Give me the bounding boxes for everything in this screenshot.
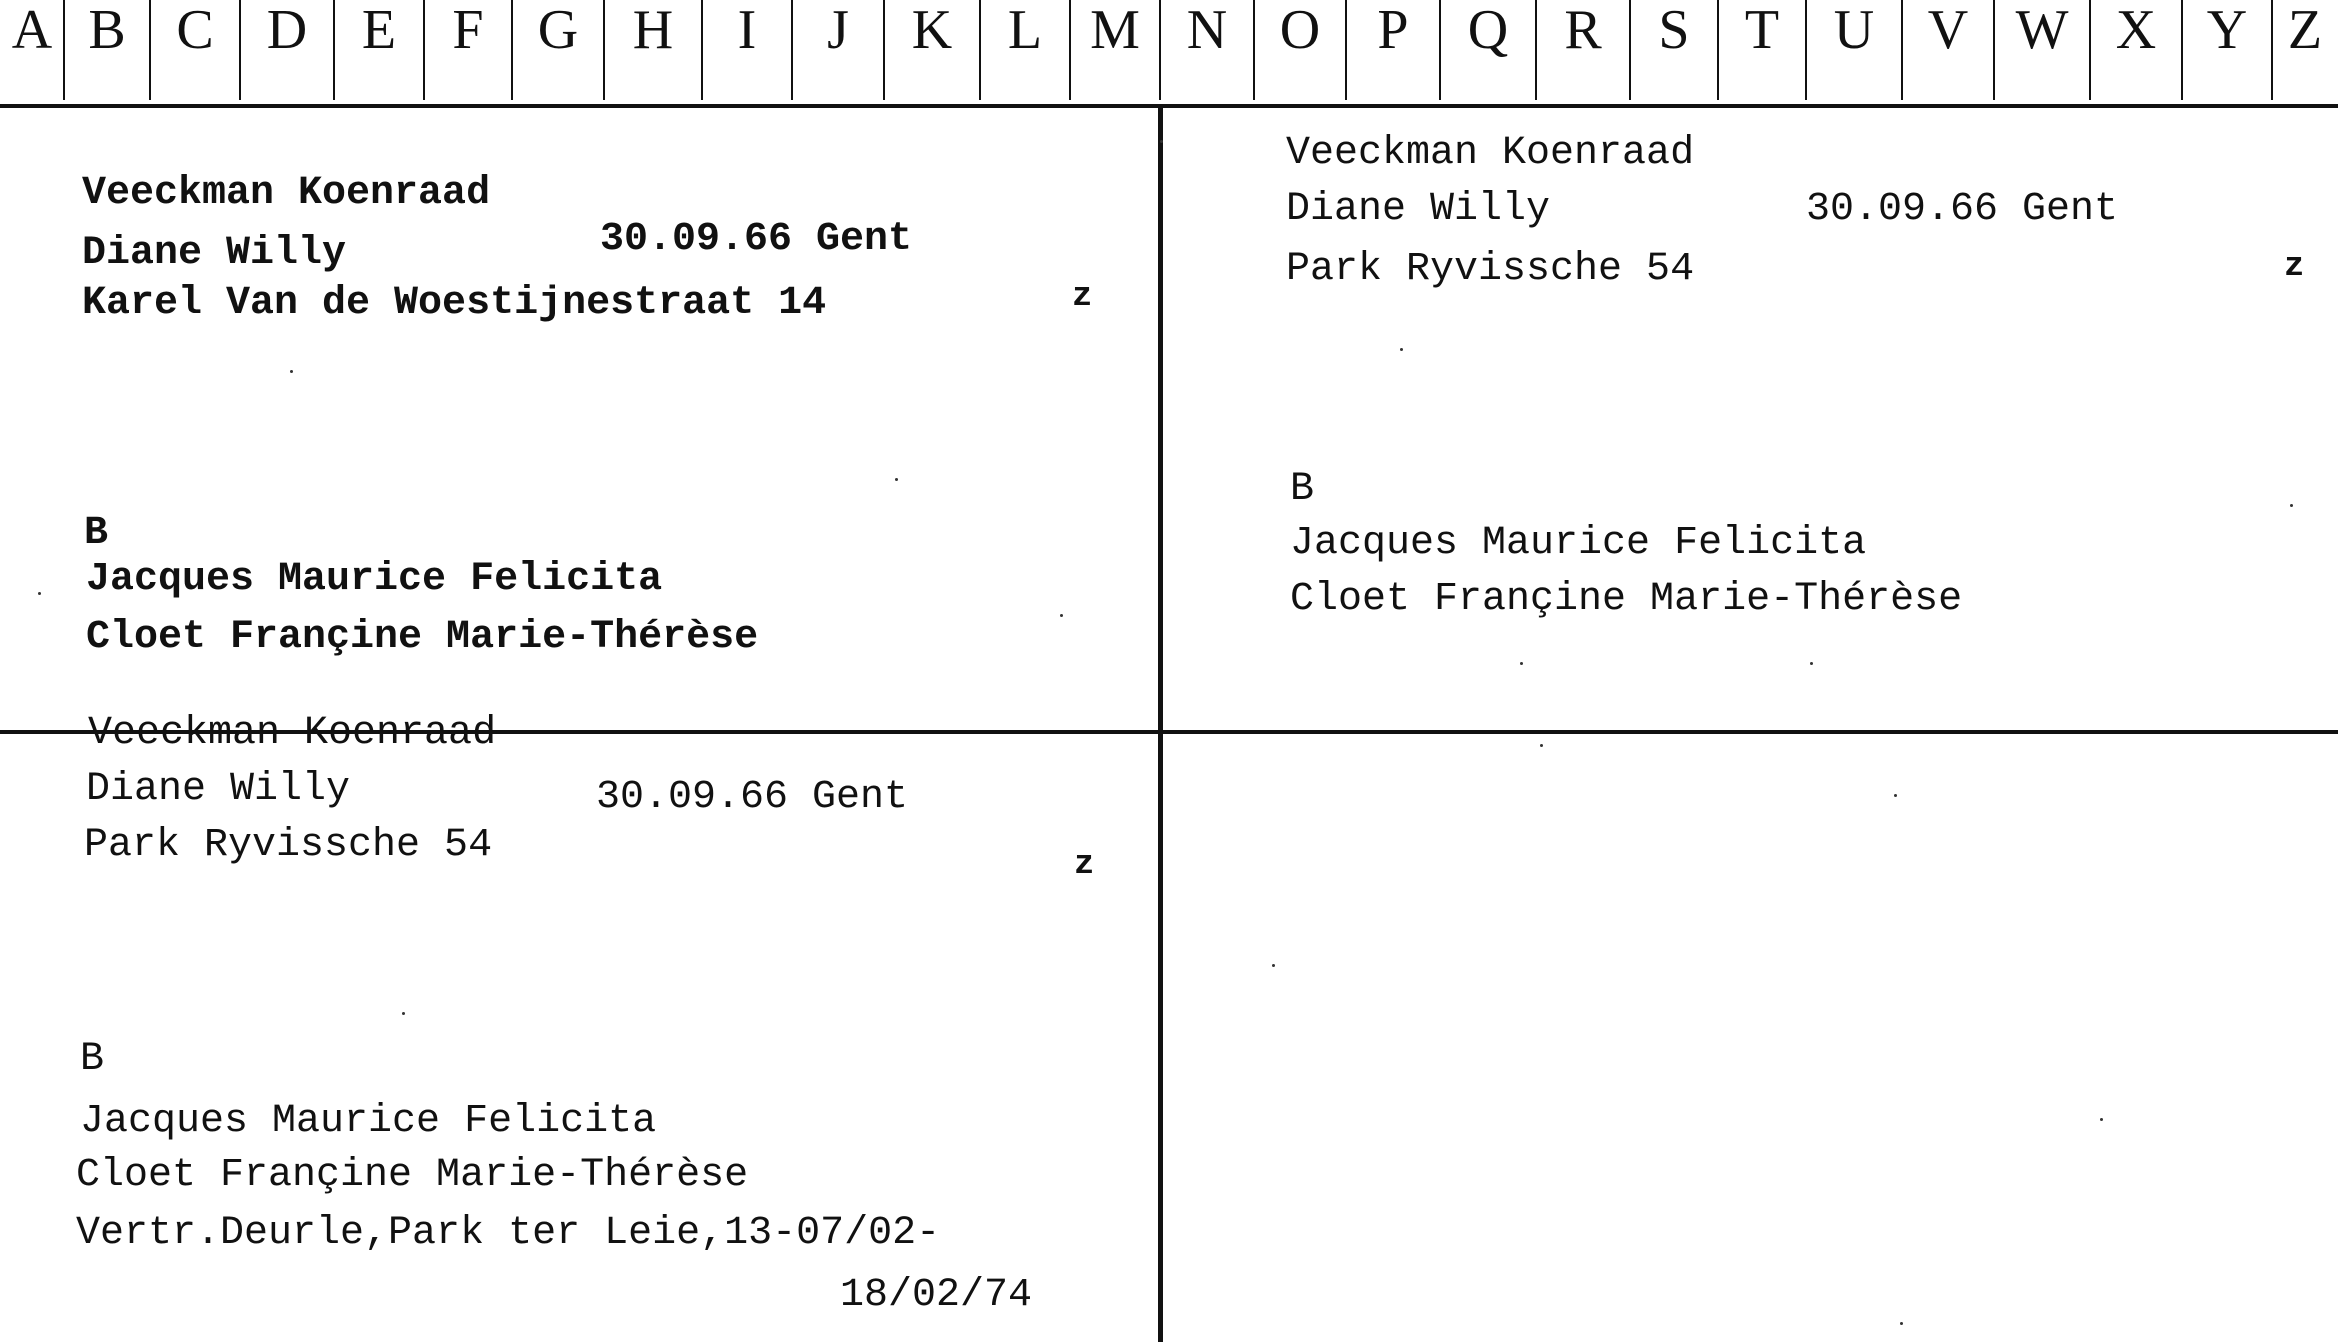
alphabet-separator (149, 0, 151, 100)
alphabet-letter: H (632, 0, 674, 61)
card-mark: z (1072, 278, 1093, 316)
card-surname: Veeckman Koenraad (1286, 131, 1695, 176)
alphabet-index-strip (0, 0, 2338, 108)
alphabet-letter: K (911, 0, 953, 61)
card-first-names: Diane Willy (86, 767, 351, 812)
card-first-names: Diane Willy (1286, 187, 1551, 232)
alphabet-letter: S (1658, 0, 1690, 61)
alphabet-separator (1717, 0, 1719, 100)
card-father: Jacques Maurice Felicita (1290, 521, 1867, 566)
alphabet-separator (603, 0, 605, 100)
card-category: B (80, 1037, 105, 1082)
alphabet-letter: M (1090, 0, 1140, 61)
alphabet-separator (423, 0, 425, 100)
alphabet-letter: Z (2287, 0, 2323, 61)
alphabet-separator (1805, 0, 1807, 100)
alphabet-separator (1345, 0, 1347, 100)
alphabet-separator (63, 0, 65, 100)
alphabet-letter: R (1564, 0, 1602, 61)
card-mark: z (2284, 248, 2305, 286)
alphabet-letter: O (1279, 0, 1321, 61)
card-mother: Cloet Françine Marie-Thérèse (86, 615, 759, 660)
alphabet-letter: F (452, 0, 484, 61)
alphabet-separator (2181, 0, 2183, 100)
alphabet-separator (1535, 0, 1537, 100)
alphabet-letter: V (1927, 0, 1969, 61)
alphabet-letter: U (1833, 0, 1875, 61)
alphabet-letter: C (176, 0, 214, 61)
card-mother: Cloet Françine Marie-Thérèse (76, 1153, 749, 1198)
alphabet-letter: Q (1467, 0, 1509, 61)
alphabet-separator (511, 0, 513, 100)
alphabet-letter: N (1186, 0, 1228, 61)
card-surname: Veeckman Koenraad (88, 711, 497, 756)
alphabet-letter: L (1007, 0, 1043, 61)
alphabet-separator (239, 0, 241, 100)
card-departure: Vertr.Deurle,Park ter Leie,13-07/02- (76, 1211, 941, 1256)
alphabet-separator (791, 0, 793, 100)
alphabet-separator (701, 0, 703, 100)
card-departure-date: 18/02/74 (840, 1273, 1033, 1318)
alphabet-letter: X (2115, 0, 2157, 61)
alphabet-letter: W (2015, 0, 2069, 61)
alphabet-letter: J (827, 0, 849, 61)
alphabet-separator (1069, 0, 1071, 100)
alphabet-letter: Y (2206, 0, 2248, 61)
alphabet-separator (1253, 0, 1255, 100)
alphabet-separator (2089, 0, 2091, 100)
card-surname: Veeckman Koenraad (82, 171, 491, 216)
card-first-names: Diane Willy (82, 231, 347, 276)
card-mark: z (1074, 846, 1095, 884)
card-birth: 30.09.66 Gent (600, 217, 913, 262)
alphabet-letter: P (1377, 0, 1409, 61)
card-category: B (84, 511, 109, 556)
card-father: Jacques Maurice Felicita (86, 557, 663, 602)
alphabet-separator (333, 0, 335, 100)
alphabet-letter: G (537, 0, 579, 61)
alphabet-separator (1629, 0, 1631, 100)
alphabet-separator (1439, 0, 1441, 100)
alphabet-separator (1901, 0, 1903, 100)
alphabet-separator (1993, 0, 1995, 100)
alphabet-letter: D (266, 0, 308, 61)
card-mother: Cloet Françine Marie-Thérèse (1290, 577, 1963, 622)
card-divider-vertical (1158, 106, 1163, 1342)
alphabet-letter: T (1744, 0, 1780, 61)
alphabet-letter: I (737, 0, 757, 61)
alphabet-letter: E (361, 0, 397, 61)
card-birth: 30.09.66 Gent (1806, 187, 2119, 232)
alphabet-separator (979, 0, 981, 100)
card-address: Karel Van de Woestijnestraat 14 (82, 281, 827, 326)
card-birth: 30.09.66 Gent (596, 775, 909, 820)
alphabet-separator (883, 0, 885, 100)
alphabet-letter: B (88, 0, 126, 61)
alphabet-separator (1159, 0, 1161, 100)
alphabet-separator (2271, 0, 2273, 100)
card-category: B (1290, 467, 1315, 512)
card-address: Park Ryvissche 54 (84, 823, 493, 868)
card-father: Jacques Maurice Felicita (80, 1099, 657, 1144)
alphabet-letter: A (11, 0, 53, 61)
card-address: Park Ryvissche 54 (1286, 247, 1695, 292)
